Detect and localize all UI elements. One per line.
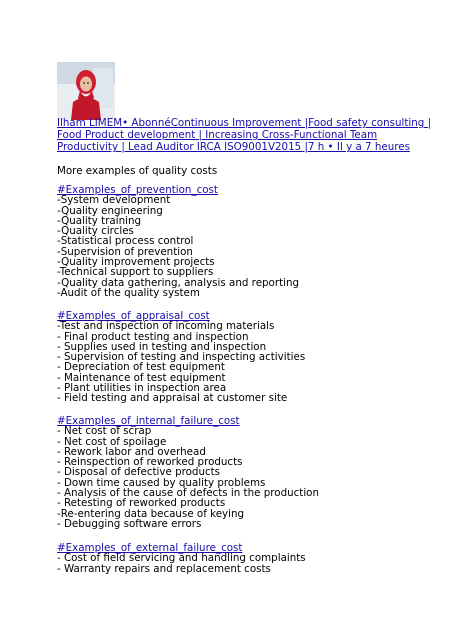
list-item: - Cost of field servicing and handling complaints (57, 552, 306, 565)
list-item: -Quality circles (57, 225, 134, 238)
list-item: - Final product testing and inspection (57, 330, 249, 343)
hashtag-link[interactable]: #Examples_of_external_failure_cost (57, 542, 243, 554)
list-item: - Debugging software errors (57, 517, 202, 530)
prevention-cost-list (57, 195, 447, 298)
list-item: - Down time caused by quality problems (57, 476, 266, 489)
list-item: -Quality engineering (57, 204, 163, 217)
list-item: -Supervision of prevention (57, 245, 193, 258)
list-item: - Rework labor and overhead (57, 445, 206, 458)
list-item: - Depreciation of test equipment (57, 361, 225, 374)
author-avatar[interactable] (57, 62, 115, 120)
list-item: -Quality improvement projects (57, 256, 215, 269)
list-item: - Plant utilities in inspection area (57, 382, 227, 395)
list-item: - Supervision of testing and inspecting activities (57, 351, 306, 364)
list-item: -Audit of the quality system (57, 286, 200, 299)
list-item: -Quality data gathering, analysis and reporting (57, 276, 300, 289)
list-item: -Test and inspection of incoming materials (57, 320, 275, 333)
list-item: -System development (57, 194, 171, 207)
internal-failure-cost-section (57, 416, 447, 529)
author-photo-icon (57, 62, 115, 120)
list-item: -Statistical process control (57, 235, 194, 248)
list-item: - Disposal of defective products (57, 466, 221, 479)
list-item: -Quality training (57, 214, 142, 227)
post-intro: More examples of quality costs (57, 165, 218, 177)
list-item: - Reinspection of reworked products (57, 456, 243, 469)
list-item: -Technical support to suppliers (57, 266, 214, 279)
list-item: - Field testing and appraisal at customer site (57, 392, 288, 405)
list-item: - Net cost of scrap (57, 425, 152, 438)
hashtag-link[interactable]: #Examples_of_prevention_cost (57, 184, 218, 196)
internal-failure-cost-list (57, 426, 447, 529)
list-item: - Maintenance of test equipment (57, 371, 226, 384)
appraisal-cost-list (57, 321, 447, 403)
hashtag-link[interactable]: #Examples_of_internal_failure_cost (57, 415, 240, 427)
list-item: - Analysis of the cause of defects in the production (57, 487, 320, 500)
prevention-cost-section (57, 185, 447, 298)
hashtag-link[interactable]: #Examples_of_appraisal_cost (57, 310, 210, 322)
external-failure-cost-list (57, 553, 447, 574)
list-item: - Net cost of spoilage (57, 435, 167, 448)
list-item: -Re-entering data because of keying (57, 507, 245, 520)
list-item: - Retesting of reworked products (57, 497, 226, 510)
appraisal-cost-section (57, 311, 447, 404)
list-item: - Warranty repairs and replacement costs (57, 562, 271, 575)
list-item: - Supplies used in testing and inspection (57, 340, 267, 353)
author-headline-link[interactable]: Ilham LIMEM• AbonnéContinuous Improvement |Food safety consulting | Food Product development | Increasing Cross-Functional Team Productivity | Lead Auditor IRCA ISO9001V2015 |7 h • Il y a 7 heures (57, 117, 432, 154)
external-failure-cost-section (57, 543, 447, 574)
